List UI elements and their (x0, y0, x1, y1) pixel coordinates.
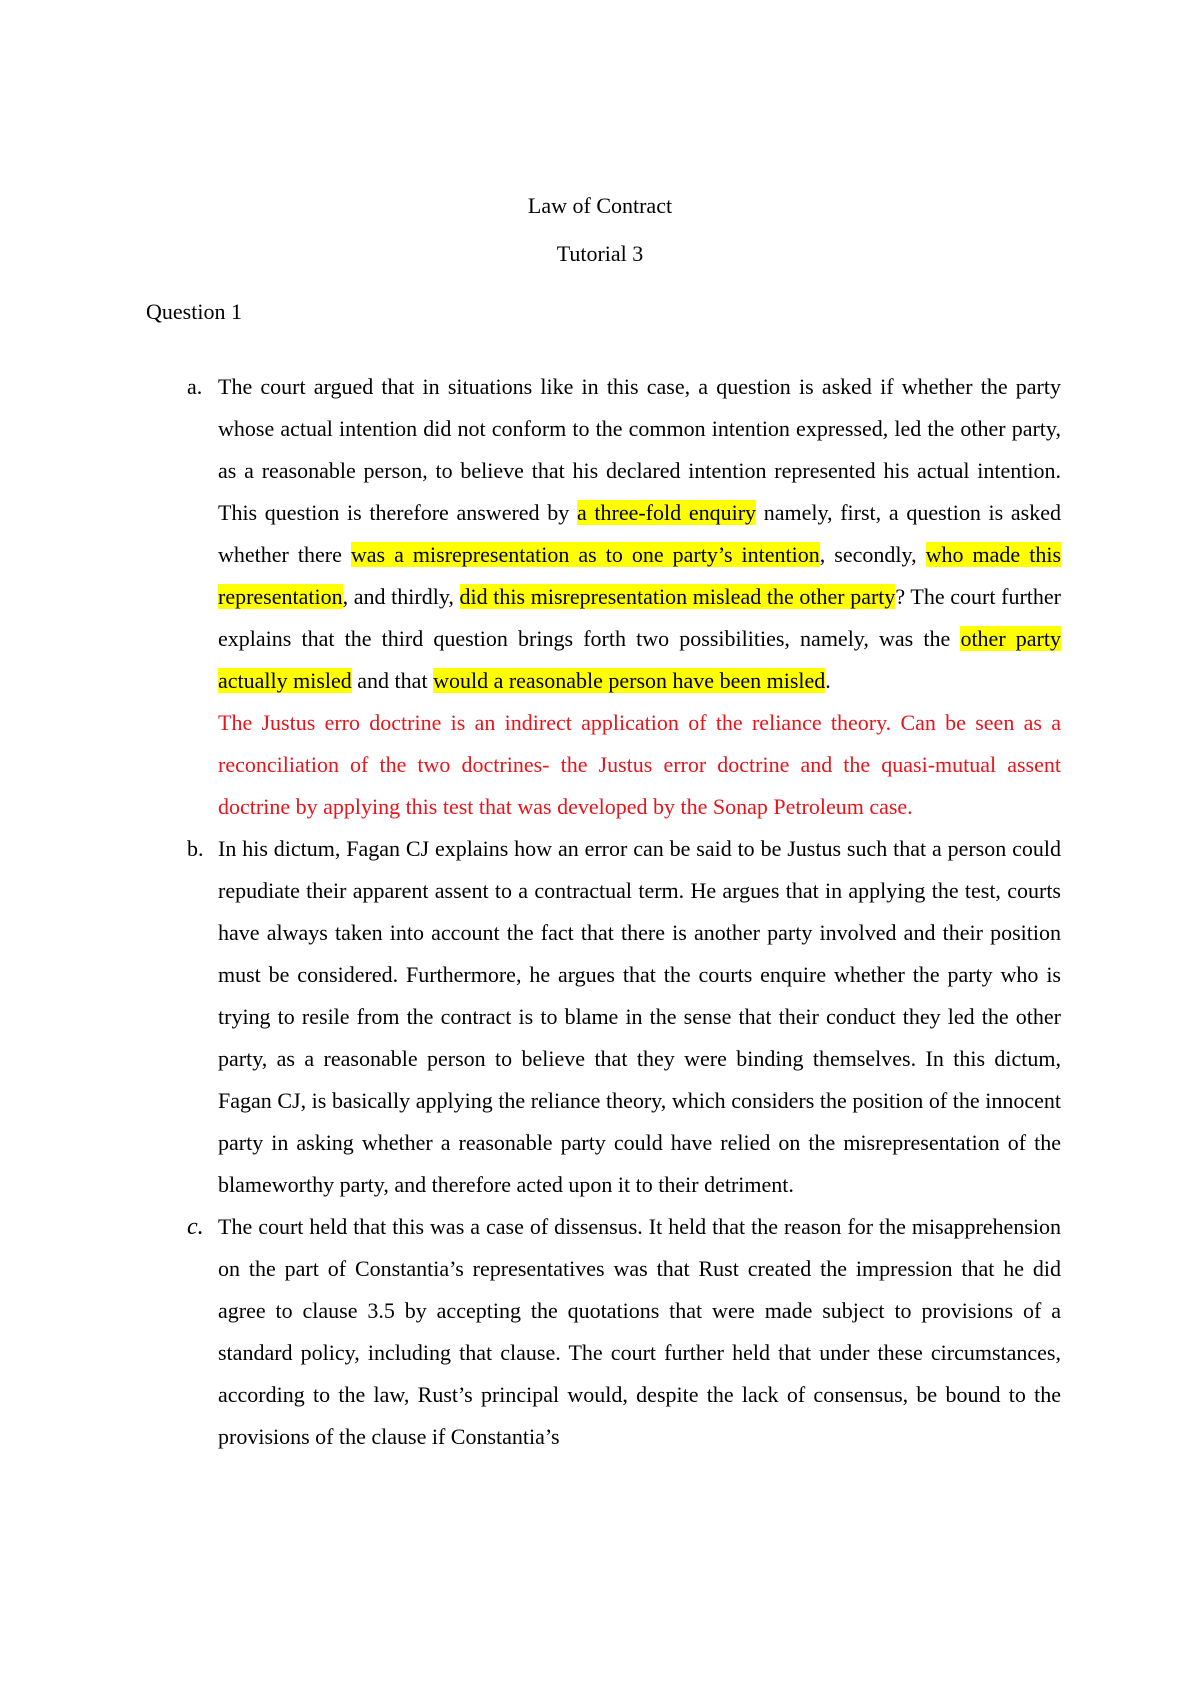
list-item-c (146, 1206, 1061, 1458)
answer-a-text-5: ? The court further explains that the third question brings forth two possibilities, namely, was the (218, 584, 1061, 651)
answer-a-red-note: The Justus erro doctrine is an indirect application of the reliance theory. Can be seen as a reconciliation of the two doctrines- the Justus error doctrine and the quasi-mutual assent doctrine by applying this test that was developed by the Sonap Petroleum case. (218, 710, 1061, 819)
list-marker-c: c. (187, 1214, 204, 1240)
highlight-misrepresentation: was a misrepresentation as to one party’s intention (350, 542, 820, 567)
highlight-who-made-representation: who made this representation (218, 542, 1062, 609)
answer-a-text-4: , and thirdly, (342, 584, 460, 609)
highlight-three-fold-enquiry: a three-fold enquiry (576, 500, 757, 525)
list-marker-b: b. (187, 836, 204, 861)
list-marker-a: a. (187, 374, 203, 399)
list-item-a (146, 366, 1061, 828)
answer-a-text-2: namely, first, a question is asked whether there (218, 500, 1062, 567)
answer-a-text-3: , secondly, (819, 542, 926, 567)
question-heading: Question 1 (146, 299, 242, 324)
answer-a-text-6: and that (351, 668, 434, 693)
answer-c-paragraph: The court held that this was a case of dissensus. It held that the reason for the misapprehension on the part of Constantia’s representatives was that Rust created the impression that he did agree to clause 3.5 by accepting the quotations that were made subject to provisions of a standard policy, including that clause. The court further held that under these circumstances, according to the law, Rust’s principal would, despite the lack of consensus, be bound to the provisions of the clause if Constantia’s (218, 1214, 1061, 1449)
highlight-did-mislead: did this misrepresentation mislead the other party (459, 584, 896, 609)
document-title: Law of Contract (527, 193, 673, 218)
answer-a-text-1: The court argued that in situations like in this case, a question is asked if whether the party whose actual intention did not conform to the common intention expressed, led the other party, as a reasonable person, to believe that his declared intention represented his actual intention. This question is therefore answered by (218, 374, 1061, 525)
answer-list (146, 366, 1061, 1458)
highlight-actually-misled: other party actually misled (218, 626, 1061, 693)
list-item-b (146, 828, 1061, 1206)
highlight-reasonable-person: would a reasonable person have been misled (433, 668, 826, 693)
answer-a-paragraph (218, 366, 1061, 702)
answer-b-paragraph: In his dictum, Fagan CJ explains how an error can be said to be Justus such that a person could repudiate their apparent assent to a contractual term. He argues that in applying the test, courts have always taken into account the fact that there is another party involved and their position must be considered. Furthermore, he argues that the courts enquire whether the party who is trying to resile from the contract is to blame in the sense that their conduct they led the other party, as a reasonable person to believe that they were binding themselves. In this dictum, Fagan CJ, is basically applying the reliance theory, which considers the position of the innocent party in asking whether a reasonable party could have relied on the misrepresentation of the blameworthy party, and therefore acted upon it to their detriment. (218, 836, 1061, 1197)
answer-a-text-7: . (825, 668, 831, 693)
document-subtitle: Tutorial 3 (556, 241, 644, 266)
